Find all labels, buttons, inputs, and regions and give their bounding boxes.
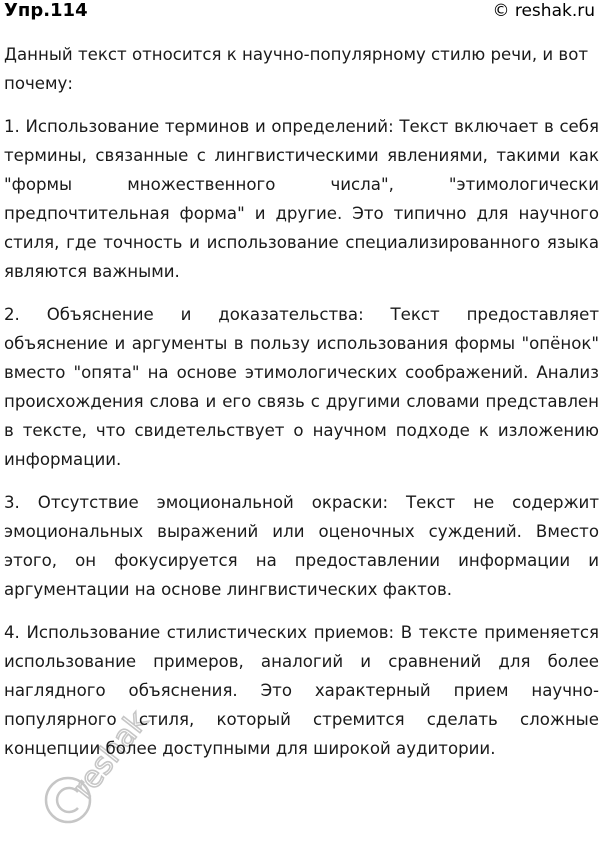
point-2-paragraph: 2. Объяснение и доказательства: Текст предоставляет объяснение и аргументы в пользу использования формы "опёнок" вместо "опята" на основе этимологических соображений. Анализ происхождения слова и его связь с другими словами представлен в тексте, что свидетельствует о научном подходе к изложению информации.	[4, 305, 599, 469]
point-4-paragraph: 4. Использование стилистических приемов: В тексте применяется использование примеров, аналогий и сравнений для более наглядного объяснения. Это характерный прием научно-популярного стиля, который стремится сделать сложные концепции более доступными для широкой аудитории.	[4, 623, 599, 758]
intro-paragraph: Данный текст относится к научно-популярному стилю речи, и вот почему:	[4, 45, 589, 93]
site-credit: © reshak.ru	[492, 1, 595, 21]
exercise-title: Упр.114	[4, 0, 88, 21]
page-header	[0, 0, 603, 30]
svg-text:reshak: reshak	[65, 704, 156, 806]
point-1-paragraph: 1. Использование терминов и определений: Текст включает в себя термины, связанные с лингвистическими явлениями, такими как "формы множественного числа", "этимологически предпочтительная форма" и другие. Это типично для научного стиля, где точность и использование специализированного языка являются важными.	[4, 117, 599, 281]
point-3-paragraph: 3. Отсутствие эмоциональной окраски: Текст не содержит эмоциональных выражений или оценочных суждений. Вместо этого, он фокусируется на предоставлении информации и аргументации на основе лингвистических фактов.	[4, 493, 599, 599]
answer-text	[4, 40, 599, 777]
